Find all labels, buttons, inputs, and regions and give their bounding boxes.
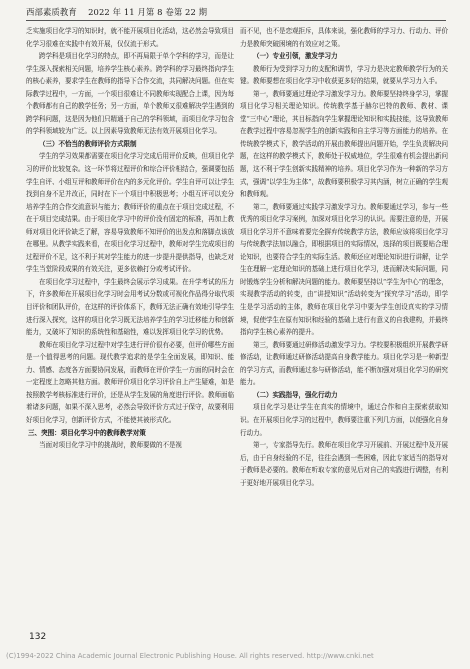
subsection-heading: （一）专业引领，激发学习力 bbox=[253, 52, 338, 61]
paragraph: 第三，教师要通过研修活动激发学习力。学校要积极组织开展教学研修活动，让教师通过研修活动提高自身教学能力。项目化学习是一种新型的学习方式，而教师通过参与研修活动，能不断加强对项目化学习的研究能力。 bbox=[240, 340, 448, 387]
page-number: 132 bbox=[29, 632, 47, 642]
subsection-heading: （三）不恰当的教师评价方式限制 bbox=[39, 139, 137, 148]
paragraph: 项目化学习是让学生在真实的情境中，通过合作和自主探索获取知识。在开展项目化学习的过程中，教师要注重下列几方面，以便强化自身行动力。 bbox=[240, 403, 448, 437]
paragraph: 在项目化学习过程中，学生最终会展示学习成果。在升学考试的压力下，许多教师在开展项目化学习时会用考试分数或可视化作品得分取代项目评价和团队评价，在这样的评价体系下，教师无法正确有效地引导学生进行深入探究，这样的项目化学习既无法培养学生的学习迁移能力和创新能力，又破坏了知识的系统性和基础性，难以发挥项目化学习的优势。 bbox=[26, 277, 234, 337]
paragraph: 学生的学习效果都需要在项目化学习完成后用评价反映，但项目化学习的评价比较复杂。这一环节将过程评价和综合评价相结合，强调要包括学生自评、小组互评和教师评价在内的多元化评价。学生自评可以让学生找到自身不足并改正，同时在下一个项目中积极思考；小组互评可以充分培养学生的合作交流意识与能力；教师评价的重点在于项目完成过程，不在于项目完成结果。由于项目化学习中的评价没有固定的标准，再加上教师对项目化评价缺乏了解，容易导致教师不知评价的出发点和落脚点该放在哪里。从教学实践来看，在项目化学习过程中，教师对学生完成项目的过程评价不足，这不利于其对学生能力的进一步提升提供指导，也缺乏对学生当堂阶段成果的有效关注，更多依赖打分或考试评价。 bbox=[26, 152, 234, 274]
paragraph: 教师行为受到学习力的支配和调节，学习力是决定教师教学行为的关键。教师要想在项目化学习中收获更多好的结果，就要从学习力入手。 bbox=[240, 64, 448, 86]
section-heading: 三、突围：项目化学习中的教师教学对策 bbox=[28, 428, 146, 437]
paragraph: 乏实施项目化学习的知识时，就不能开展项目化活动，这必然会导致项目化学习很难在实践中有效开展，仅仅流于形式。 bbox=[26, 27, 234, 48]
issue-info: 2022 年 11 月第 8 卷第 22 期 bbox=[88, 7, 208, 17]
right-column bbox=[240, 25, 448, 489]
journal-name: 西部素质教育 bbox=[26, 7, 77, 17]
paragraph: 第二，教师要通过实践学习激发学习力。教师要通过学习，参与一些优秀的项目化学习案例，加深对项目化学习的认识。需要注意的是，开展项目化学习并不意味着要完全摒弃传统教学方法，教师应该将项目化学习与传统教学法加以融合，即根据项目的实际情况，选择的项目既要贴合理论知识，也要符合学生的实际生活。教师还应对理论知识进行讲解，让学生在理解一定理论知识的基础上进行项目化学习，进而解决实际问题，同时锻炼学生分析和解决问题的能力。教师要坚持以“学生为中心”的理念，实现教学活动的转变，由“讲授知识”活动转变为“探究学习”活动，即学生是学习活动的主体，教师在项目化学习中要为学生创设真实的学习情境，促使学生在原有知识和经验的基础上进行有意义的自我建构，并最终指向学生核心素养的提升。 bbox=[240, 202, 449, 337]
paragraph: 跨学科是项目化学习的特点，即不再局限于单个学科的学习，而是让学生深入探索相关问题，培养学生核心素养。跨学科的学习最终指向学生的核心素养，要求学生在教师的指导下合作交流，共同解决问题。但在实际教学过程中，一方面，一个项目很难让不同教师实现配合上课，因为每个教师都有自己的教学任务；另一方面，单个教师又很难解决学生遇到的跨学科问题，这是因为他们只精通于自己的学科领域，而项目化学习包含的学科领域较为广泛。以上因素导致教师无法有效开展项目化学习。 bbox=[26, 52, 234, 136]
subsection-heading: （二）实践指导，强化行动力 bbox=[253, 390, 338, 399]
paragraph: 第一，专家指导先行。教师在项目化学习开展前、开展过程中及开展后，由于自身经验的不足，往往会遇到一些困难，因此专家适当的指导对于教师是必要的。教师在听取专家的意见后对自己的实践进行调整，有利于更好地开展项目化学习。 bbox=[240, 441, 448, 487]
left-column bbox=[26, 25, 234, 452]
paragraph: 当面对项目化学习中的挑战时，教师要做的不是视 bbox=[39, 441, 182, 450]
copyright-footer: (C)1994-2022 China Academic Journal Electronic Publishing House. All rights reserved. http://www.cnki.net bbox=[6, 652, 374, 660]
paragraph: 第一，教师要通过理论学习激发学习力。教师要坚持终身学习，掌握项目化学习相关理论知识。传统教学基于赫尔巴特的教师、教材、课堂“三中心”理论，其目标指向学生掌握理论知识和实践技能，这导致教师在教学过程中容易忽视学生的创新实践和自主学习等方面能力的培养。在传统教学模式下，教学活动的开展由教师提出问题开始，学生负责解决问题，在这样的教学模式下，教师处于权威地位，学生很难有机会提出新问题，这不利于学生创新实践精神的培养。项目化学习作为一种新的学习方式，强调“以学生为主体”，故教师要积极学习其内涵，树立正确的学生观和教师观。 bbox=[240, 89, 449, 199]
paragraph: 教师在项目化学习过程中对学生进行评价很有必要，但评价哪些方面是一个值得思考的问题。现代教学追求的是学生全面发展，即知识、能力、情感、态度各方面要协同发展，而教师在评价学生一方面的同时会在一定程度上忽略其他方面。教师评价项目化学习评价自上产生疑难，如是按照教学考核标准进行评价，还是从学生发展的角度进行评价。教师面临着诸多问题，如果不深入思考，必然会导致评价方式过于保守，故要利用好项目化学习，创新评价方式，不能使其被形式化。 bbox=[26, 340, 234, 424]
running-header bbox=[26, 6, 446, 21]
paragraph: 而不见，也不是恋观拒斥，具体来说，强化教师的学习力、行动力、评价力是教师突破困境的有效应对之策。 bbox=[240, 27, 448, 48]
